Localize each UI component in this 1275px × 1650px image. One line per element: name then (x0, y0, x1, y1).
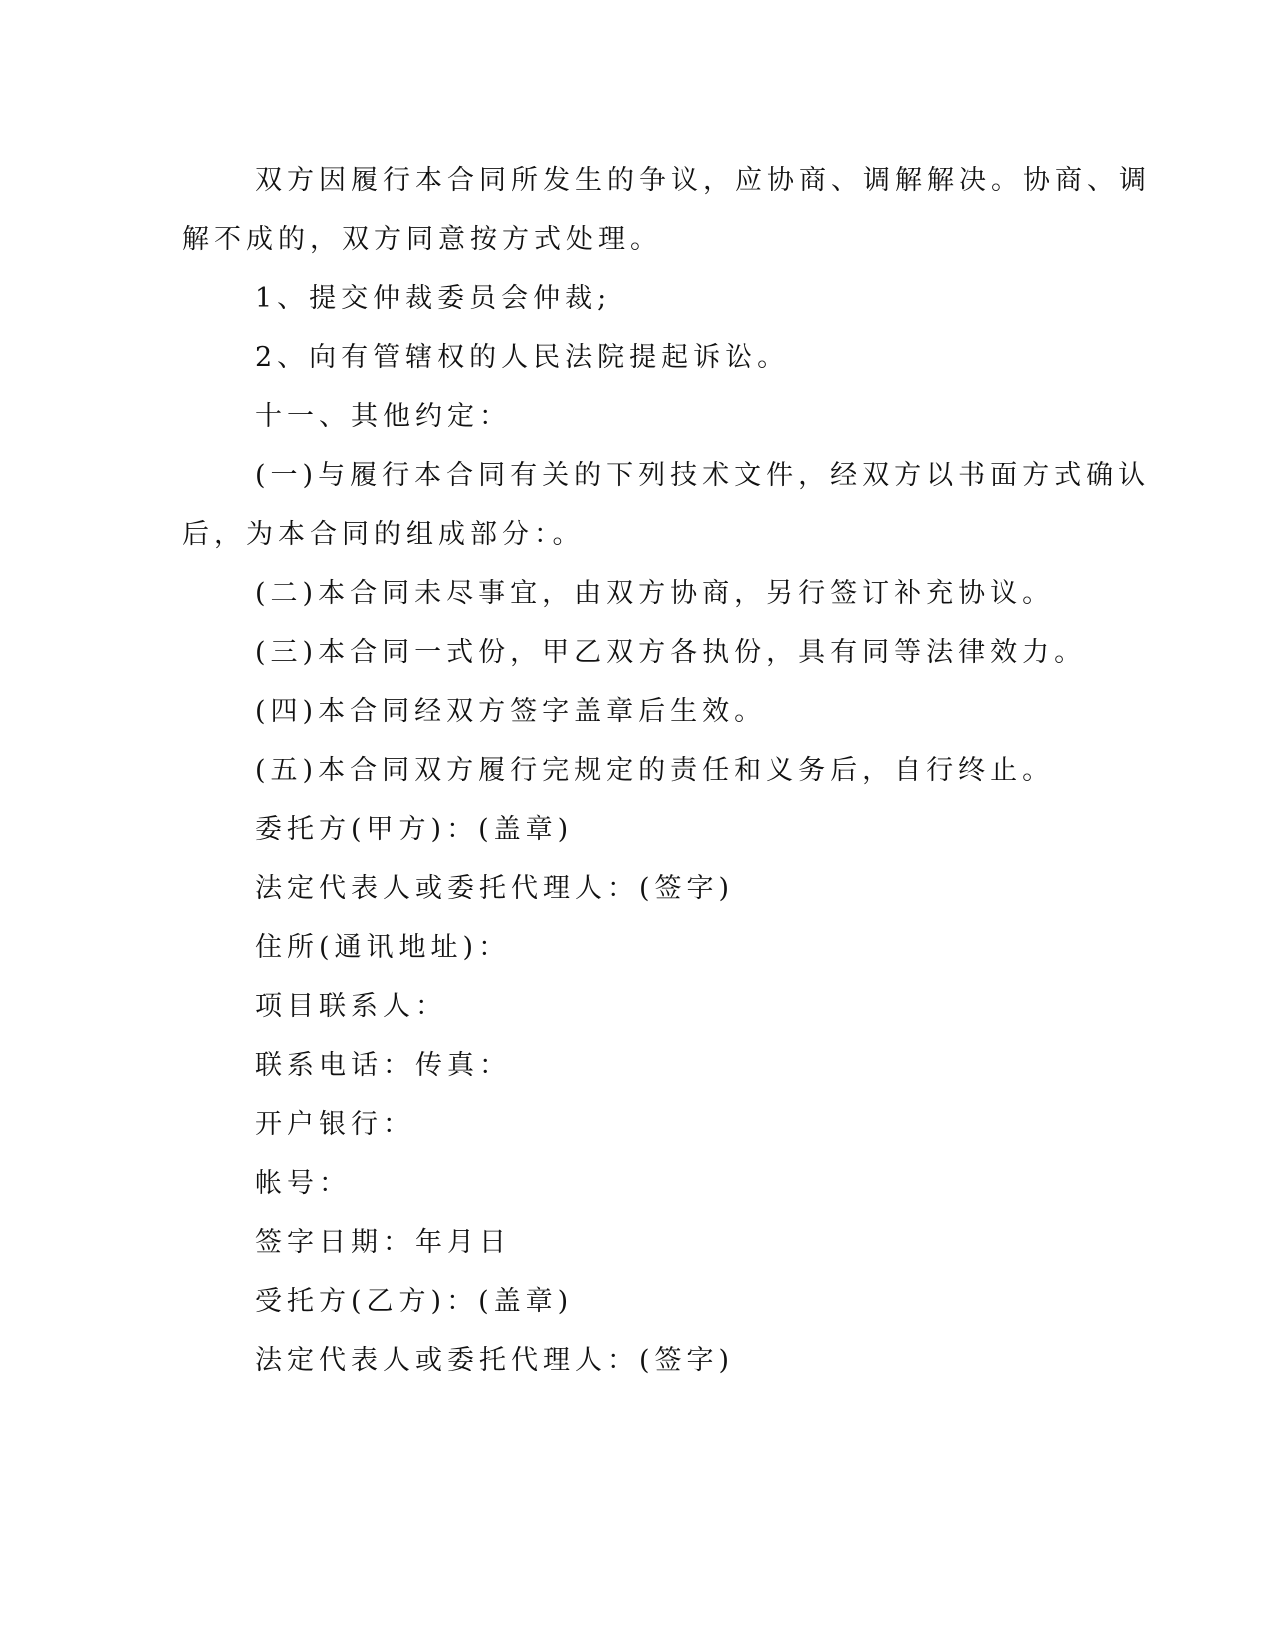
party-a-account: 帐号： (255, 1168, 351, 1199)
option-arbitration: 1、提交仲裁委员会仲裁; (255, 283, 612, 314)
option-litigation: 2、向有管辖权的人民法院提起诉讼。 (255, 342, 790, 373)
party-a-bank: 开户银行： (255, 1109, 415, 1140)
clause-3: (三)本合同一式份，甲乙双方各执份，具有同等法律效力。 (255, 637, 1087, 668)
section-heading-other-agreements: 十一、其他约定： (255, 401, 511, 432)
clause-5: (五)本合同双方履行完规定的责任和义务后，自行终止。 (255, 755, 1055, 786)
dispute-clause-line-2: 解不成的，双方同意按方式处理。 (182, 224, 662, 255)
clause-1-line-1: (一)与履行本合同有关的下列技术文件，经双方以书面方式确认 (255, 460, 1151, 491)
clause-1-line-2: 后，为本合同的组成部分：。 (182, 519, 585, 550)
party-a-address: 住所(通讯地址)： (255, 932, 511, 963)
party-b-seal: 受托方(乙方)：(盖章) (255, 1286, 574, 1317)
party-a-representative: 法定代表人或委托代理人：(签字) (255, 873, 735, 904)
clause-4: (四)本合同经双方签字盖章后生效。 (255, 696, 767, 727)
dispute-clause-line-1: 双方因履行本合同所发生的争议，应协商、调解解决。协商、调 (255, 165, 1151, 196)
party-b-representative: 法定代表人或委托代理人：(签字) (255, 1345, 735, 1376)
party-a-phone-fax: 联系电话：传真： (255, 1050, 511, 1081)
party-a-contact-person: 项目联系人： (255, 991, 447, 1022)
party-a-sign-date: 签字日期：年月日 (255, 1227, 511, 1258)
clause-2: (二)本合同未尽事宜，由双方协商，另行签订补充协议。 (255, 578, 1055, 609)
party-a-seal: 委托方(甲方)：(盖章) (255, 814, 574, 845)
